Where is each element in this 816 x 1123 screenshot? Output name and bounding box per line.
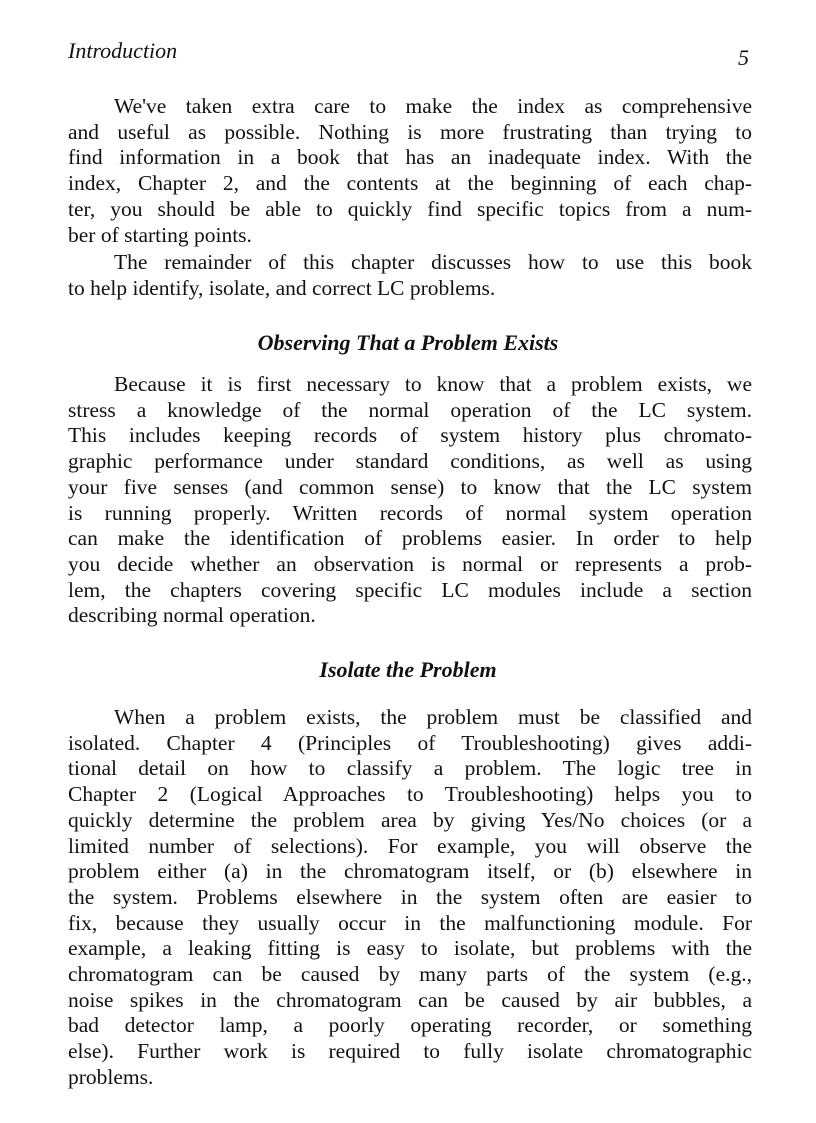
text-line: graphic performance under standard conditions, as well as using <box>68 449 752 474</box>
text-line: index, Chapter 2, and the contents at the beginning of each chap- <box>68 171 752 196</box>
running-title: Introduction <box>68 38 178 63</box>
section-heading: Isolate the Problem <box>319 657 497 682</box>
text-line: Because it is first necessary to know that a problem exists, we <box>114 372 752 396</box>
text-line: stress a knowledge of the normal operation of the LC system. <box>68 397 752 422</box>
text-line: This includes keeping records of system history plus chromato- <box>68 423 752 448</box>
text-line: ber of starting points. <box>68 222 252 247</box>
paragraph <box>68 372 752 629</box>
text-line: is running properly. Written records of normal system operation <box>68 500 752 525</box>
text-line: Chapter 2 (Logical Approaches to Troubleshooting) helps you to <box>68 782 752 807</box>
text-line: and useful as possible. Nothing is more frustrating than trying to <box>68 119 752 144</box>
text-line: the system. Problems elsewhere in the system often are easier to <box>68 884 752 909</box>
text-line: lem, the chapters covering specific LC modules include a section <box>68 577 752 602</box>
text-line: find information in a book that has an inadequate index. With the <box>68 145 752 170</box>
text-line: example, a leaking fitting is easy to isolate, but problems with the <box>68 936 752 961</box>
text-line: quickly determine the problem area by giving Yes/No choices (or a <box>68 807 752 832</box>
page-number: 5 <box>738 45 749 70</box>
text-line: problems. <box>68 1064 154 1089</box>
text-line: isolated. Chapter 4 (Principles of Troubleshooting) gives addi- <box>68 730 752 755</box>
text-line: limited number of selections). For example, you will observe the <box>68 833 752 858</box>
text-line: fix, because they usually occur in the malfunctioning module. For <box>68 910 752 935</box>
text-line: your five senses (and common sense) to know that the LC system <box>68 474 752 499</box>
text-line: tional detail on how to classify a problem. The logic tree in <box>68 756 752 781</box>
text-line: bad detector lamp, a poorly operating recorder, or something <box>68 1013 752 1038</box>
text-line: you decide whether an observation is normal or represents a prob- <box>68 551 752 576</box>
text-line: describing normal operation. <box>68 603 316 628</box>
text-line: ter, you should be able to quickly find specific topics from a num- <box>68 196 752 221</box>
text-line: When a problem exists, the problem must be classified and <box>114 705 752 729</box>
text-line: problem either (a) in the chromatogram itself, or (b) elsewhere in <box>68 859 752 884</box>
text-line: The remainder of this chapter discusses how to use this book <box>114 250 752 274</box>
text-line: can make the identification of problems easier. In order to help <box>68 526 752 551</box>
paragraph <box>68 705 752 1091</box>
text-line: noise spikes in the chromatogram can be caused by air bubbles, a <box>68 987 752 1012</box>
paragraph <box>68 94 752 248</box>
text-line: to help identify, isolate, and correct LC problems. <box>68 275 496 300</box>
paragraph <box>68 250 752 301</box>
section-heading: Observing That a Problem Exists <box>257 330 559 355</box>
text-line: We've taken extra care to make the index as comprehensive <box>114 94 752 118</box>
text-line: chromatogram can be caused by many parts of the system (e.g., <box>68 962 752 987</box>
text-line: else). Further work is required to fully isolate chromatographic <box>68 1039 752 1064</box>
